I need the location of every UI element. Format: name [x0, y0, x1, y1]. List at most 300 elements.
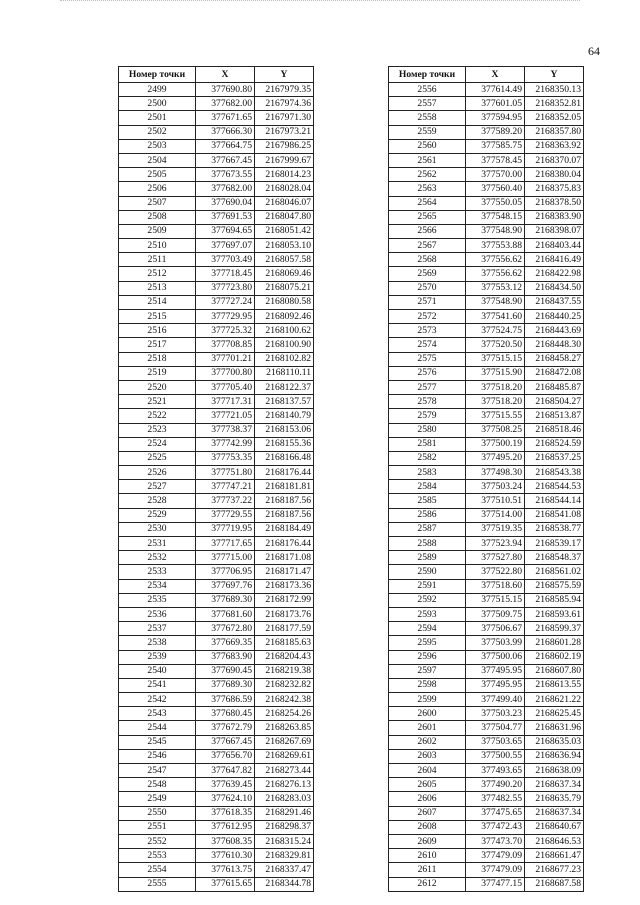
- x-cell: 377479.09: [466, 863, 525, 877]
- point-number-cell: 2529: [119, 508, 196, 522]
- table-row: [119, 366, 314, 380]
- y-cell: 2168635.79: [525, 792, 584, 806]
- y-cell: 2168176.44: [255, 537, 314, 551]
- table-row: [119, 494, 314, 508]
- table-row: [389, 210, 584, 224]
- table-row: [389, 395, 584, 409]
- x-cell: 377690.45: [196, 664, 255, 678]
- point-number-cell: 2509: [119, 224, 196, 238]
- table-row: [389, 650, 584, 664]
- point-number-cell: 2520: [119, 380, 196, 394]
- x-cell: 377697.07: [196, 239, 255, 253]
- y-cell: 2168518.46: [525, 423, 584, 437]
- point-number-cell: 2504: [119, 153, 196, 167]
- x-cell: 377523.94: [466, 537, 525, 551]
- y-cell: 2168585.94: [525, 593, 584, 607]
- point-number-cell: 2607: [389, 806, 466, 820]
- point-number-cell: 2601: [389, 721, 466, 735]
- y-cell: 2168636.94: [525, 749, 584, 763]
- table-row: [119, 267, 314, 281]
- y-cell: 2168276.13: [255, 778, 314, 792]
- x-cell: 377510.51: [466, 494, 525, 508]
- x-cell: 377500.55: [466, 749, 525, 763]
- table-row: [119, 849, 314, 863]
- x-cell: 377742.99: [196, 437, 255, 451]
- x-cell: 377667.45: [196, 153, 255, 167]
- table-row: [389, 324, 584, 338]
- x-cell: 377690.04: [196, 196, 255, 210]
- table-header-row: [119, 67, 314, 83]
- y-cell: 2168593.61: [525, 607, 584, 621]
- x-cell: 377610.30: [196, 849, 255, 863]
- y-cell: 2167973.21: [255, 125, 314, 139]
- table-row: [119, 579, 314, 593]
- point-number-cell: 2580: [389, 423, 466, 437]
- table-row: [389, 508, 584, 522]
- point-number-cell: 2548: [119, 778, 196, 792]
- y-cell: 2168513.87: [525, 409, 584, 423]
- x-cell: 377506.67: [466, 622, 525, 636]
- x-cell: 377514.00: [466, 508, 525, 522]
- table-row: [389, 182, 584, 196]
- x-cell: 377550.05: [466, 196, 525, 210]
- x-cell: 377500.19: [466, 437, 525, 451]
- table-row: [389, 537, 584, 551]
- point-number-cell: 2557: [389, 97, 466, 111]
- x-cell: 377681.60: [196, 607, 255, 621]
- x-cell: 377548.90: [466, 295, 525, 309]
- point-number-cell: 2593: [389, 607, 466, 621]
- point-number-cell: 2597: [389, 664, 466, 678]
- y-cell: 2167986.25: [255, 139, 314, 153]
- x-cell: 377727.24: [196, 295, 255, 309]
- y-cell: 2168613.55: [525, 678, 584, 692]
- y-cell: 2168440.25: [525, 310, 584, 324]
- y-cell: 2168092.46: [255, 310, 314, 324]
- point-number-cell: 2611: [389, 863, 466, 877]
- point-number-cell: 2523: [119, 423, 196, 437]
- table-row: [389, 224, 584, 238]
- table-row: [119, 749, 314, 763]
- x-cell: 377725.32: [196, 324, 255, 338]
- point-number-cell: 2573: [389, 324, 466, 338]
- y-cell: 2168443.69: [525, 324, 584, 338]
- table-row: [389, 423, 584, 437]
- y-cell: 2168173.76: [255, 607, 314, 621]
- table-row: [389, 267, 584, 281]
- point-number-cell: 2594: [389, 622, 466, 636]
- point-number-cell: 2524: [119, 437, 196, 451]
- table-row: [119, 352, 314, 366]
- point-number-cell: 2560: [389, 139, 466, 153]
- x-cell: 377570.00: [466, 168, 525, 182]
- point-number-cell: 2513: [119, 281, 196, 295]
- point-number-cell: 2508: [119, 210, 196, 224]
- table-row: [119, 834, 314, 848]
- x-cell: 377680.45: [196, 707, 255, 721]
- table-row: [119, 792, 314, 806]
- x-cell: 377608.35: [196, 834, 255, 848]
- table-row: [389, 792, 584, 806]
- point-number-cell: 2526: [119, 466, 196, 480]
- y-cell: 2168352.81: [525, 97, 584, 111]
- point-number-cell: 2605: [389, 778, 466, 792]
- table-row: [389, 607, 584, 621]
- x-cell: 377522.80: [466, 565, 525, 579]
- table-row: [389, 310, 584, 324]
- y-cell: 2168177.59: [255, 622, 314, 636]
- x-cell: 377708.85: [196, 338, 255, 352]
- point-number-cell: 2515: [119, 310, 196, 324]
- table-row: [119, 764, 314, 778]
- point-number-cell: 2525: [119, 451, 196, 465]
- y-cell: 2168601.28: [525, 636, 584, 650]
- y-cell: 2168171.47: [255, 565, 314, 579]
- table-row: [119, 380, 314, 394]
- y-cell: 2168100.90: [255, 338, 314, 352]
- point-number-cell: 2563: [389, 182, 466, 196]
- point-number-cell: 2568: [389, 253, 466, 267]
- point-number-cell: 2510: [119, 239, 196, 253]
- table-row: [119, 607, 314, 621]
- y-cell: 2168283.03: [255, 792, 314, 806]
- table-row: [389, 551, 584, 565]
- y-cell: 2168291.46: [255, 806, 314, 820]
- x-cell: 377520.50: [466, 338, 525, 352]
- x-cell: 377556.62: [466, 253, 525, 267]
- x-cell: 377524.75: [466, 324, 525, 338]
- y-cell: 2168380.04: [525, 168, 584, 182]
- y-cell: 2167974.36: [255, 97, 314, 111]
- x-cell: 377472.43: [466, 820, 525, 834]
- point-number-cell: 2505: [119, 168, 196, 182]
- point-number-cell: 2528: [119, 494, 196, 508]
- y-cell: 2168298.37: [255, 820, 314, 834]
- table-row: [119, 863, 314, 877]
- x-cell: 377589.20: [466, 125, 525, 139]
- table-row: [119, 423, 314, 437]
- y-cell: 2168607.80: [525, 664, 584, 678]
- table-row: [389, 338, 584, 352]
- point-number-cell: 2596: [389, 650, 466, 664]
- table-row: [119, 310, 314, 324]
- x-cell: 377717.65: [196, 537, 255, 551]
- point-number-cell: 2574: [389, 338, 466, 352]
- table-row: [389, 749, 584, 763]
- y-cell: 2168472.08: [525, 366, 584, 380]
- table-row: [119, 338, 314, 352]
- table-row: [389, 764, 584, 778]
- table-row: [389, 437, 584, 451]
- x-cell: 377615.65: [196, 877, 255, 891]
- x-cell: 377509.75: [466, 607, 525, 621]
- x-cell: 377719.95: [196, 522, 255, 536]
- x-cell: 377493.65: [466, 764, 525, 778]
- x-cell: 377612.95: [196, 820, 255, 834]
- x-cell: 377578.45: [466, 153, 525, 167]
- x-cell: 377667.45: [196, 735, 255, 749]
- y-cell: 2168166.48: [255, 451, 314, 465]
- y-cell: 2168638.09: [525, 764, 584, 778]
- x-cell: 377715.00: [196, 551, 255, 565]
- table-row: [389, 480, 584, 494]
- point-number-cell: 2610: [389, 849, 466, 863]
- y-cell: 2168646.53: [525, 834, 584, 848]
- y-cell: 2168621.22: [525, 693, 584, 707]
- x-cell: 377717.31: [196, 395, 255, 409]
- point-number-cell: 2517: [119, 338, 196, 352]
- x-cell: 377527.80: [466, 551, 525, 565]
- x-cell: 377686.59: [196, 693, 255, 707]
- table-row: [119, 281, 314, 295]
- point-number-cell: 2586: [389, 508, 466, 522]
- point-number-cell: 2584: [389, 480, 466, 494]
- point-number-cell: 2550: [119, 806, 196, 820]
- x-cell: 377706.95: [196, 565, 255, 579]
- point-number-cell: 2538: [119, 636, 196, 650]
- x-cell: 377518.20: [466, 395, 525, 409]
- x-cell: 377482.55: [466, 792, 525, 806]
- y-cell: 2168080.58: [255, 295, 314, 309]
- table-row: [119, 168, 314, 182]
- table-row: [119, 820, 314, 834]
- y-cell: 2168383.90: [525, 210, 584, 224]
- x-cell: 377553.12: [466, 281, 525, 295]
- table-row: [389, 664, 584, 678]
- table-row: [119, 508, 314, 522]
- table-row: [389, 678, 584, 692]
- x-cell: 377515.90: [466, 366, 525, 380]
- y-cell: 2168014.23: [255, 168, 314, 182]
- y-cell: 2168375.83: [525, 182, 584, 196]
- table-row: [119, 622, 314, 636]
- x-cell: 377475.65: [466, 806, 525, 820]
- x-cell: 377697.76: [196, 579, 255, 593]
- x-cell: 377518.20: [466, 380, 525, 394]
- x-cell: 377747.21: [196, 480, 255, 494]
- y-cell: 2168329.81: [255, 849, 314, 863]
- point-number-cell: 2552: [119, 834, 196, 848]
- point-number-cell: 2531: [119, 537, 196, 551]
- point-number-cell: 2500: [119, 97, 196, 111]
- point-number-cell: 2554: [119, 863, 196, 877]
- y-cell: 2168398.07: [525, 224, 584, 238]
- x-cell: 377541.60: [466, 310, 525, 324]
- x-cell: 377503.65: [466, 735, 525, 749]
- header-y: Y: [255, 67, 314, 83]
- x-cell: 377718.45: [196, 267, 255, 281]
- point-number-cell: 2555: [119, 877, 196, 891]
- x-cell: 377672.79: [196, 721, 255, 735]
- x-cell: 377504.77: [466, 721, 525, 735]
- y-cell: 2168155.36: [255, 437, 314, 451]
- y-cell: 2168219.38: [255, 664, 314, 678]
- table-row: [119, 239, 314, 253]
- table-body-left: [119, 83, 314, 892]
- point-number-cell: 2581: [389, 437, 466, 451]
- point-number-cell: 2533: [119, 565, 196, 579]
- point-number-cell: 2535: [119, 593, 196, 607]
- point-number-cell: 2506: [119, 182, 196, 196]
- point-number-cell: 2542: [119, 693, 196, 707]
- table-row: [389, 451, 584, 465]
- point-number-cell: 2521: [119, 395, 196, 409]
- y-cell: 2168544.14: [525, 494, 584, 508]
- y-cell: 2168110.11: [255, 366, 314, 380]
- table-row: [389, 83, 584, 97]
- point-number-cell: 2582: [389, 451, 466, 465]
- table-row: [119, 778, 314, 792]
- table-row: [119, 125, 314, 139]
- point-number-cell: 2604: [389, 764, 466, 778]
- table-header-row: [389, 67, 584, 83]
- y-cell: 2168637.34: [525, 778, 584, 792]
- table-row: [389, 168, 584, 182]
- table-row: [119, 565, 314, 579]
- table-row: [119, 437, 314, 451]
- point-number-cell: 2609: [389, 834, 466, 848]
- point-number-cell: 2612: [389, 877, 466, 891]
- y-cell: 2168057.58: [255, 253, 314, 267]
- x-cell: 377672.80: [196, 622, 255, 636]
- table-row: [389, 863, 584, 877]
- table-row: [389, 806, 584, 820]
- y-cell: 2168176.44: [255, 466, 314, 480]
- table-row: [119, 806, 314, 820]
- x-cell: 377499.40: [466, 693, 525, 707]
- y-cell: 2168599.37: [525, 622, 584, 636]
- y-cell: 2168350.13: [525, 83, 584, 97]
- y-cell: 2168100.62: [255, 324, 314, 338]
- table-row: [119, 153, 314, 167]
- point-number-cell: 2549: [119, 792, 196, 806]
- point-number-cell: 2567: [389, 239, 466, 253]
- point-number-cell: 2514: [119, 295, 196, 309]
- y-cell: 2168661.47: [525, 849, 584, 863]
- x-cell: 377753.35: [196, 451, 255, 465]
- point-number-cell: 2540: [119, 664, 196, 678]
- x-cell: 377656.70: [196, 749, 255, 763]
- point-number-cell: 2572: [389, 310, 466, 324]
- point-number-cell: 2502: [119, 125, 196, 139]
- point-number-cell: 2564: [389, 196, 466, 210]
- table-row: [119, 97, 314, 111]
- table-row: [119, 693, 314, 707]
- table-row: [389, 125, 584, 139]
- y-cell: 2168537.25: [525, 451, 584, 465]
- x-cell: 377500.06: [466, 650, 525, 664]
- table-row: [389, 97, 584, 111]
- x-cell: 377682.00: [196, 97, 255, 111]
- point-number-cell: 2559: [389, 125, 466, 139]
- point-number-cell: 2603: [389, 749, 466, 763]
- y-cell: 2168185.63: [255, 636, 314, 650]
- y-cell: 2168053.10: [255, 239, 314, 253]
- scan-top-line: [60, 0, 580, 1]
- x-cell: 377519.35: [466, 522, 525, 536]
- y-cell: 2168315.24: [255, 834, 314, 848]
- x-cell: 377700.80: [196, 366, 255, 380]
- y-cell: 2168263.85: [255, 721, 314, 735]
- y-cell: 2167979.35: [255, 83, 314, 97]
- point-number-cell: 2547: [119, 764, 196, 778]
- point-number-cell: 2565: [389, 210, 466, 224]
- x-cell: 377721.05: [196, 409, 255, 423]
- x-cell: 377548.15: [466, 210, 525, 224]
- point-number-cell: 2511: [119, 253, 196, 267]
- y-cell: 2168458.27: [525, 352, 584, 366]
- table-row: [119, 324, 314, 338]
- y-cell: 2168137.57: [255, 395, 314, 409]
- y-cell: 2168539.17: [525, 537, 584, 551]
- point-number-cell: 2591: [389, 579, 466, 593]
- table-row: [389, 111, 584, 125]
- point-number-cell: 2562: [389, 168, 466, 182]
- point-number-cell: 2569: [389, 267, 466, 281]
- y-cell: 2168416.49: [525, 253, 584, 267]
- y-cell: 2168378.50: [525, 196, 584, 210]
- x-cell: 377503.24: [466, 480, 525, 494]
- x-cell: 377666.30: [196, 125, 255, 139]
- table-row: [389, 877, 584, 891]
- y-cell: 2168504.27: [525, 395, 584, 409]
- y-cell: 2168075.21: [255, 281, 314, 295]
- point-number-cell: 2553: [119, 849, 196, 863]
- x-cell: 377556.62: [466, 267, 525, 281]
- point-number-cell: 2575: [389, 352, 466, 366]
- point-number-cell: 2595: [389, 636, 466, 650]
- table-row: [389, 849, 584, 863]
- x-cell: 377647.82: [196, 764, 255, 778]
- x-cell: 377515.15: [466, 593, 525, 607]
- table-row: [389, 721, 584, 735]
- y-cell: 2168232.82: [255, 678, 314, 692]
- point-number-cell: 2532: [119, 551, 196, 565]
- y-cell: 2168140.79: [255, 409, 314, 423]
- point-number-cell: 2499: [119, 83, 196, 97]
- coordinates-table-right: [388, 66, 584, 892]
- y-cell: 2168635.03: [525, 735, 584, 749]
- table-row: [389, 707, 584, 721]
- table-body-right: [389, 83, 584, 892]
- point-number-cell: 2507: [119, 196, 196, 210]
- point-number-cell: 2606: [389, 792, 466, 806]
- point-number-cell: 2602: [389, 735, 466, 749]
- point-number-cell: 2589: [389, 551, 466, 565]
- y-cell: 2168242.38: [255, 693, 314, 707]
- y-cell: 2168028.04: [255, 182, 314, 196]
- y-cell: 2168357.80: [525, 125, 584, 139]
- x-cell: 377498.30: [466, 466, 525, 480]
- x-cell: 377618.35: [196, 806, 255, 820]
- y-cell: 2168524.59: [525, 437, 584, 451]
- y-cell: 2168637.34: [525, 806, 584, 820]
- table-row: [119, 593, 314, 607]
- point-number-cell: 2556: [389, 83, 466, 97]
- coordinates-table-left: [118, 66, 314, 892]
- table-row: [389, 239, 584, 253]
- table-row: [389, 834, 584, 848]
- header-point-number: Номер точки: [119, 67, 196, 83]
- x-cell: 377503.23: [466, 707, 525, 721]
- x-cell: 377671.65: [196, 111, 255, 125]
- y-cell: 2168602.19: [525, 650, 584, 664]
- y-cell: 2168173.36: [255, 579, 314, 593]
- point-number-cell: 2546: [119, 749, 196, 763]
- point-number-cell: 2551: [119, 820, 196, 834]
- table-row: [389, 579, 584, 593]
- table-row: [119, 664, 314, 678]
